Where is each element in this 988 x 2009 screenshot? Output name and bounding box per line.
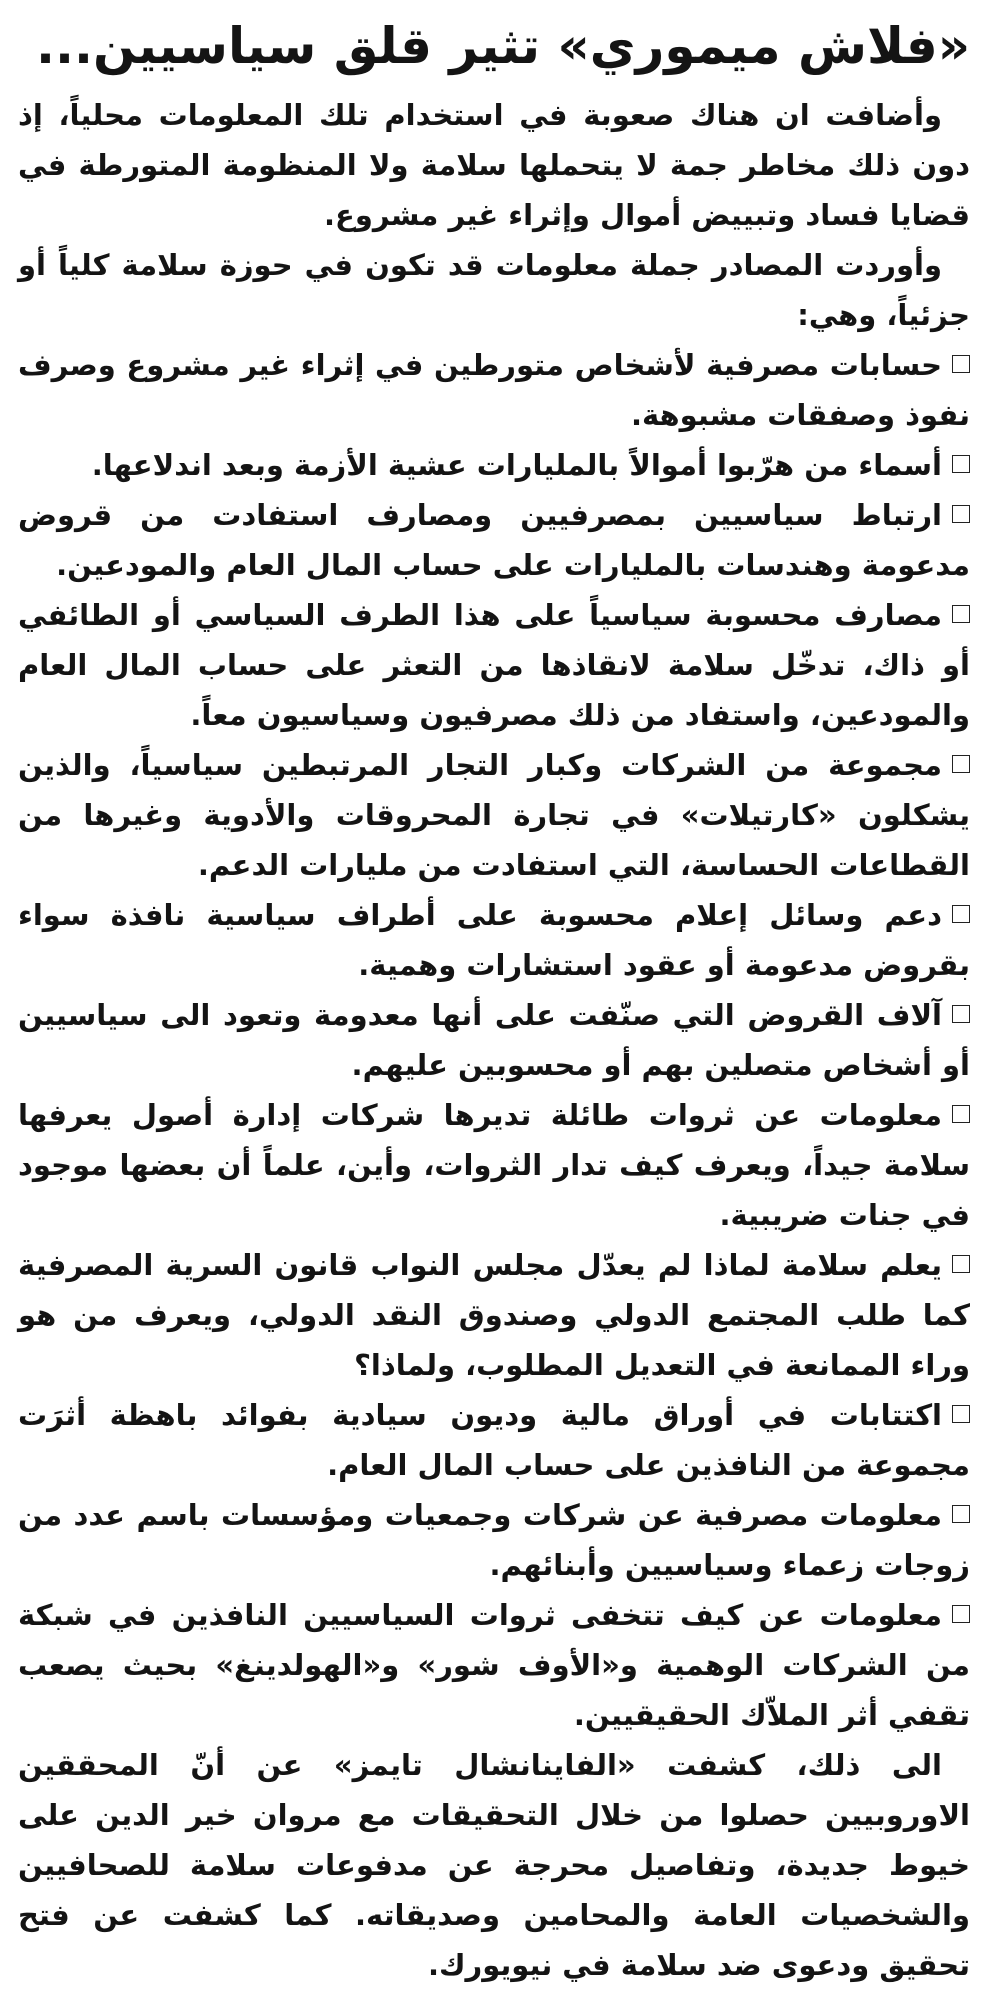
bullet-item [18,1590,970,1740]
intro-paragraph: وأوردت المصادر جملة معلومات قد تكون في حوزة سلامة كلياً أو جزئياً، وهي: [18,248,970,332]
square-bullet-icon [952,355,970,373]
bullet-item [18,1490,970,1590]
bullet-item [18,440,970,490]
bullet-text: ارتباط سياسيين بمصرفيين ومصارف استفادت من قروض مدعومة وهندسات بالمليارات على حساب المال العام والمودعين. [18,498,970,582]
bullet-text: معلومات عن ثروات طائلة تديرها شركات إدارة أصول يعرفها سلامة جيداً، ويعرف كيف تدار الثروات، وأين، علماً أن بعضها موجود في جنات ضريبية. [18,1098,970,1232]
square-bullet-icon [952,905,970,923]
bullet-item [18,1390,970,1490]
intro-paragraph: وأضافت ان هناك صعوبة في استخدام تلك المعلومات محلياً، إذ دون ذلك مخاطر جمة لا يتحملها سلامة ولا المنظومة المتورطة في قضايا فساد وتبييض أموال وإثراء غير مشروع. [18,98,970,232]
bullet-text: مجموعة من الشركات وكبار التجار المرتبطين سياسياً، والذين يشكلون «كارتيلات» في تجارة المحروقات والأدوية وغيرها من القطاعات الحساسة، التي استفادت من مليارات الدعم. [18,748,970,882]
square-bullet-icon [952,755,970,773]
square-bullet-icon [952,1605,970,1623]
article-headline: «فلاش ميموري» تثير قلق سياسيين... [35,17,970,75]
closing-paragraph: الى ذلك، كشفت «الفاينانشال تايمز» عن أنّ المحققين الاوروبيين حصلوا من خلال التحقيقات مع مروان خير الدين على خيوط جديدة، وتفاصيل محرجة عن مدفوعات سلامة للصحافيين والشخصيات العامة والمحامين وصديقاته. كما كشفت عن فتح تحقيق ودعوى ضد سلامة في نيويورك. [18,1748,970,1982]
bullet-item [18,340,970,440]
bullet-text: اكتتابات في أوراق مالية وديون سيادية بفوائد باهظة أثرَت مجموعة من النافذين على حساب المال العام. [18,1398,970,1482]
bullet-item [18,1090,970,1240]
square-bullet-icon [952,1255,970,1273]
bullet-text: حسابات مصرفية لأشخاص متورطين في إثراء غير مشروع وصرف نفوذ وصفقات مشبوهة. [18,348,970,432]
bullet-text: معلومات عن كيف تتخفى ثروات السياسيين النافذين في شبكة من الشركات الوهمية و«الأوف شور» و«الهولدينغ» بحيث يصعب تقفي أثر الملاّك الحقيقيين. [18,1598,970,1732]
square-bullet-icon [952,1405,970,1423]
square-bullet-icon [952,1505,970,1523]
bullet-text: آلاف القروض التي صنّفت على أنها معدومة وتعود الى سياسيين أو أشخاص متصلين بهم أو محسوبين عليهم. [18,998,970,1082]
bullet-item [18,1240,970,1390]
square-bullet-icon [952,605,970,623]
article-body [18,14,970,1990]
bullet-item [18,740,970,890]
bullet-item [18,890,970,990]
square-bullet-icon [952,1005,970,1023]
square-bullet-icon [952,505,970,523]
bullet-item [18,490,970,590]
bullet-text: أسماء من هرّبوا أموالاً بالمليارات عشية الأزمة وبعد اندلاعها. [91,448,942,482]
square-bullet-icon [952,455,970,473]
bullet-text: يعلم سلامة لماذا لم يعدّل مجلس النواب قانون السرية المصرفية كما طلب المجتمع الدولي وصندوق النقد الدولي، ويعرف من هو وراء الممانعة في التعديل المطلوب، ولماذا؟ [18,1248,970,1382]
bullet-text: مصارف محسوبة سياسياً على هذا الطرف السياسي أو الطائفي أو ذاك، تدخّل سلامة لانقاذها من التعثر على حساب المال العام والمودعين، واستفاد من ذلك مصرفيون وسياسيون معاً. [18,598,970,732]
bullet-item [18,590,970,740]
bullet-text: معلومات مصرفية عن شركات وجمعيات ومؤسسات باسم عدد من زوجات زعماء وسياسيين وأبنائهم. [18,1498,970,1582]
bullet-item [18,990,970,1090]
square-bullet-icon [952,1105,970,1123]
bullet-text: دعم وسائل إعلام محسوبة على أطراف سياسية نافذة سواء بقروض مدعومة أو عقود استشارات وهمية. [18,898,970,982]
